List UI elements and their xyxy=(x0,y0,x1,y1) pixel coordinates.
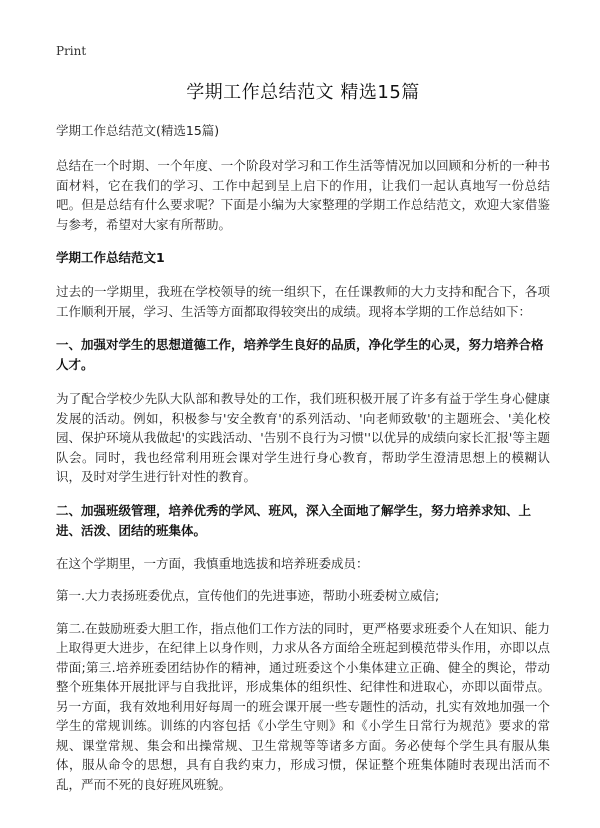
paragraph-2: 为了配合学校少先队大队部和教导处的工作，我们班积极开展了许多有益于学生身心健康发展的活动。例如，积极参与'安全教育'的系列活动、'向老师致敬'的主题班会、'美化校园、保护环境从我做起'的实践活动、'告别不良行为习惯''以优异的成绩向家长汇报'等主题队会。同时，我也经常利用班会课对学生进行身心教育，帮助学生澄清思想上的模糊认识，及时对学生进行针对性的教育。 xyxy=(56,391,550,484)
document-title: 学期工作总结范文 精选15篇 xyxy=(186,82,420,103)
heading-2: 二、加强班级管理，培养优秀的学风、班风，深入全面地了解学生，努力培养求知、上进、活泼、团结的班集体。 xyxy=(56,502,532,538)
section-title: 学期工作总结范文1 xyxy=(56,250,165,265)
print-link[interactable]: Print xyxy=(56,44,87,58)
intro-paragraph: 总结在一个时期、一个年度、一个阶段对学习和工作生活等情况加以回顾和分析的一种书面材料，它在我们的学习、工作中起到呈上启下的作用，让我们一起认真地写一份总结吧。但是总结有什么要求呢？下面是小编为大家整理的学期工作总结范文，欢迎大家借鉴与参考，希望对大家有所帮助。 xyxy=(56,158,550,232)
document-body xyxy=(56,78,550,808)
paragraph-4: 第一.大力表扬班委优点，宣传他们的先进事迹，帮助小班委树立威信; xyxy=(56,587,440,603)
paragraph-1: 过去的一学期里，我班在学校领导的统一组织下，在任课教师的大力支持和配合下，各项工作顺利开展，学习、生活等方面都取得较突出的成绩。现将本学期的工作总结如下： xyxy=(56,284,550,319)
document-subtitle: 学期工作总结范文(精选15篇) xyxy=(56,123,220,138)
paragraph-3: 在这个学期里，一方面，我慎重地选拔和培养班委成员： xyxy=(56,555,369,571)
paragraph-5: 第二.在鼓励班委大胆工作，指点他们工作方法的同时，更严格要求班委个人在知识、能力上取得更大进步，在纪律上以身作则，力求从各方面给全班起到模范带头作用，亦即以点带面;第三.培养班委团结协作的精神，通过班委这个小集体建立正确、健全的舆论，带动整个班集体开展批评与自我批评，形成集体的组织性、纪律性和进取心，亦即以面带点。另一方面，我有效地利用好每周一的班会课开展一些专题性的活动，扎实有效地加强一个学生的常规训练。训练的内容包括《小学生守则》和《小学生日常行为规范》要求的常规、课堂常规、集会和出操常规、卫生常规等等诸多方面。务必使每个学生具有服从集体，服从命令的思想，具有自我约束力，形成习惯，保证整个班集体随时表现出活而不乱，严而不死的良好班风班貌。 xyxy=(56,620,550,792)
heading-1: 一、加强对学生的思想道德工作，培养学生良好的品质，净化学生的心灵，努力培养合格人才。 xyxy=(56,337,544,372)
